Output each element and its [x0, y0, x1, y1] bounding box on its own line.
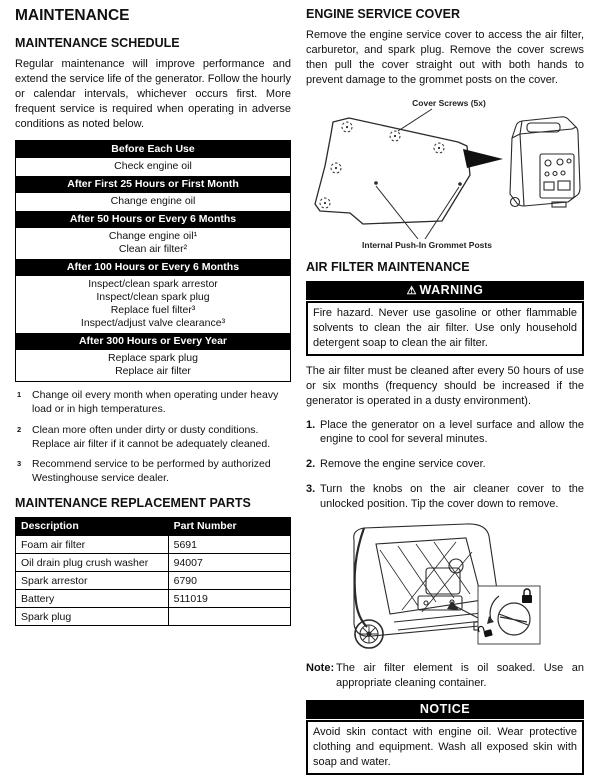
- air-filter-maintenance-heading: AIR FILTER MAINTENANCE: [306, 259, 470, 274]
- schedule-task: Inspect/clean spark arrestor: [88, 277, 218, 290]
- maintenance-schedule-intro: Regular maintenance will improve performance and extend the service life of the generator. Follow the hourly or calendar intervals, whichever occurs first. More frequent service is required when operating in adverse conditions as noted below.: [15, 58, 291, 130]
- right-column: [306, 7, 584, 783]
- warning-box-header: [306, 281, 584, 300]
- page-title: MAINTENANCE: [15, 7, 130, 24]
- warning-box: [306, 281, 584, 356]
- maintenance-schedule-heading: MAINTENANCE SCHEDULE: [15, 36, 180, 50]
- schedule-interval-header: Before Each Use: [16, 141, 290, 158]
- schedule-task-group: [16, 158, 290, 176]
- schedule-task: Inspect/clean spark plug: [96, 290, 210, 303]
- step-text: Place the generator on a level surface and allow the engine to cool for several minutes.: [320, 418, 584, 446]
- parts-table-row: [16, 590, 291, 608]
- schedule-task: Replace spark plug: [108, 351, 198, 364]
- schedule-task-group: [16, 350, 290, 381]
- schedule-task: Check engine oil: [114, 159, 192, 172]
- part-description: Battery: [16, 590, 169, 608]
- grommet-posts-label: Internal Push-In Grommet Posts: [362, 239, 492, 250]
- footnote: [15, 424, 291, 452]
- footnote: [15, 458, 291, 486]
- part-number: 6790: [168, 572, 290, 590]
- note-label: Note:: [306, 662, 335, 675]
- air-filter-intro: The air filter must be cleaned after every 50 hours of use or six months (frequency should be increased if the generator is operated in a dusty environment).: [306, 364, 584, 407]
- step-number: 1.: [306, 418, 316, 431]
- part-number: 511019: [168, 590, 290, 608]
- parts-column-part-number: Part Number: [168, 518, 290, 536]
- notice-box-header: [306, 700, 584, 719]
- notice-box: [306, 700, 584, 775]
- step: [306, 418, 584, 448]
- schedule-interval-header: After 100 Hours or Every 6 Months: [16, 259, 290, 276]
- parts-table-row: [16, 572, 291, 590]
- part-number: 94007: [168, 554, 290, 572]
- left-column: [15, 7, 291, 626]
- air-filter-steps: [306, 418, 584, 513]
- parts-table: [15, 517, 291, 626]
- schedule-task-group: [16, 193, 290, 211]
- schedule-interval-header: After 300 Hours or Every Year: [16, 333, 290, 350]
- part-description: Foam air filter: [16, 536, 169, 554]
- parts-table-row: [16, 554, 291, 572]
- schedule-task: Replace fuel filter³: [110, 303, 196, 316]
- part-number: 5691: [168, 536, 290, 554]
- direction-arrow: [463, 149, 503, 168]
- schedule-interval-header: After First 25 Hours or First Month: [16, 176, 290, 193]
- footnote-text: Change oil every month when operating under heavy load or in high temperatures.: [32, 388, 279, 415]
- knob-inset: [478, 586, 540, 644]
- maintenance-schedule-table: [15, 140, 291, 382]
- footnote-text: Recommend service to be performed by authorized Westinghouse service dealer.: [32, 458, 271, 485]
- footnote-marker: 1: [17, 389, 22, 399]
- schedule-task: Clean air filter²: [118, 242, 188, 255]
- notice-title: NOTICE: [419, 702, 471, 717]
- parts-table-header-row: [16, 518, 291, 536]
- step-number: 2.: [306, 458, 316, 471]
- schedule-task-group: [16, 228, 290, 259]
- part-description: Spark arrestor: [16, 572, 169, 590]
- warning-icon: ⚠: [406, 284, 417, 297]
- note-text: The air filter element is oil soaked. Use an appropriate cleaning container.: [336, 662, 584, 690]
- cover-screws-label: Cover Screws (5x): [412, 97, 486, 108]
- note-block: [306, 661, 584, 691]
- footnote-marker: 3: [17, 459, 22, 469]
- step-text: Remove the engine service cover.: [320, 458, 486, 471]
- step: [306, 482, 584, 512]
- engine-service-cover-diagram: [306, 96, 584, 254]
- engine-service-cover-heading: ENGINE SERVICE COVER: [306, 7, 460, 21]
- step-number: 3.: [306, 483, 316, 496]
- footnote: [15, 389, 291, 417]
- generator-illustration: [510, 117, 580, 207]
- step-text: Turn the knobs on the air cleaner cover to the unlocked position. Tip the cover down to remove.: [320, 483, 584, 511]
- schedule-interval-header: After 50 Hours or Every 6 Months: [16, 211, 290, 228]
- engine-service-cover-body: Remove the engine service cover to access the air filter, carburetor, and spark plug. Remove the cover screws then pull the cover straight out with both hands to prevent damage to the grommet posts on the cover.: [306, 29, 584, 86]
- schedule-task: Inspect/adjust valve clearance³: [80, 316, 226, 329]
- footnote-text: Clean more often under dirty or dusty conditions. Replace air filter if it cannot be adequately cleaned.: [32, 423, 271, 450]
- air-cleaner-knob-diagram: [306, 522, 584, 658]
- footnote-marker: 2: [17, 424, 22, 434]
- service-cover-panel: [315, 118, 470, 224]
- schedule-footnotes: [15, 389, 291, 486]
- schedule-task: Change engine oil: [110, 194, 196, 207]
- notice-body: Avoid skin contact with engine oil. Wear protective clothing and equipment. Wash all exposed skin with soap and water.: [306, 720, 584, 775]
- part-number: [168, 608, 290, 626]
- replacement-parts-heading: MAINTENANCE REPLACEMENT PARTS: [15, 496, 251, 511]
- parts-table-body: [16, 536, 291, 626]
- schedule-task-group: [16, 276, 290, 333]
- parts-column-description: Description: [16, 518, 169, 536]
- schedule-task: Replace air filter: [115, 364, 191, 377]
- part-description: Spark plug: [16, 608, 169, 626]
- step: [306, 457, 584, 472]
- parts-table-row: [16, 608, 291, 626]
- part-description: Oil drain plug crush washer: [16, 554, 169, 572]
- grommet-post-dots: [374, 181, 462, 186]
- parts-table-row: [16, 536, 291, 554]
- warning-title: WARNING: [419, 282, 484, 297]
- warning-body: Fire hazard. Never use gasoline or other flammable solvents to clean the air filter. Use only household detergent soap to clean the air filter.: [306, 301, 584, 356]
- schedule-task: Change engine oil¹: [108, 229, 198, 242]
